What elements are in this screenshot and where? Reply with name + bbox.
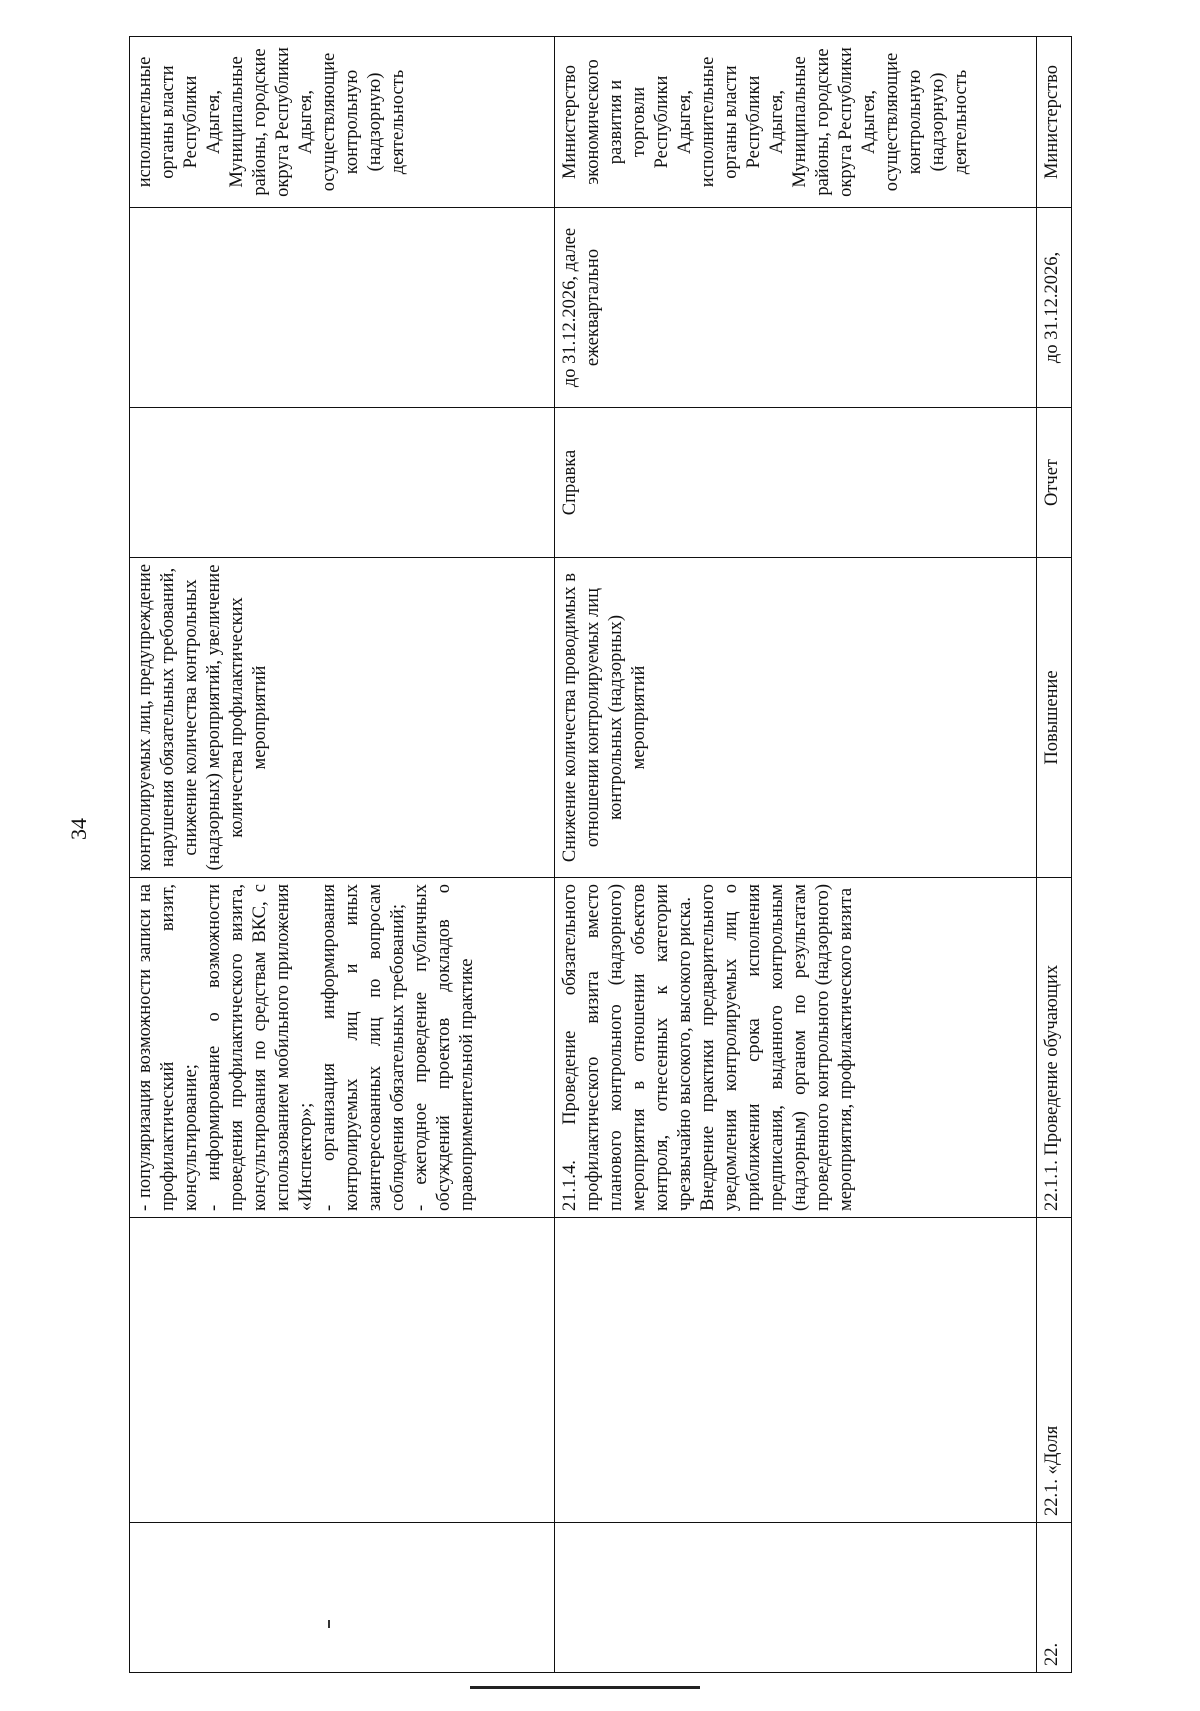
cell-measures: 21.1.4. Проведение обязательного профилактического визита вместо планового контрольного (надзорного) мероприятия в отношении объектов контроля, отнесенных к категории чрезвычайно высокого, высокого риска. Внедрение практики предварительного уведомления контролируемых лиц о приближении срока исполнения предписания, выданного контрольным (надзорным) органом по результатам проведенного контрольного (надзорного) мероприятия, профилактического визита	[555, 878, 1037, 1218]
rotated-table	[129, 37, 1071, 1673]
cell-deadline: до 31.12.2026, далее ежеквартально	[555, 208, 1037, 408]
cell-document: Отчет	[1037, 408, 1072, 558]
table-row	[1037, 37, 1072, 1673]
cell-number	[555, 1523, 1037, 1673]
cell-document: Справка	[555, 408, 1037, 558]
cell-deadline: до 31.12.2026,	[1037, 208, 1072, 408]
cell-indicator	[555, 1218, 1037, 1523]
cell-responsible: исполнительные органы власти Республики Адыгея, Муниципальные районы, городские округа Республики Адыгея, осуществляющие контрольную (надзорную) деятельность	[130, 37, 555, 208]
table-row	[130, 37, 555, 1673]
cell-document	[130, 408, 555, 558]
cell-responsible: Министерство экономического развития и торговли Республики Адыгея, исполнительные органы власти Республики Адыгея, Муниципальные районы, городские округа Республики Адыгея, осуществляющие контрольную (надзорную) деятельность	[555, 37, 1037, 208]
cell-result: Повышение	[1037, 558, 1072, 878]
cell-deadline	[130, 208, 555, 408]
cell-indicator	[130, 1218, 555, 1523]
cell-indicator: 22.1. «Доля	[1037, 1218, 1072, 1523]
table-row	[555, 37, 1037, 1673]
cell-measures: - популяризация возможности записи на профилактический визит, консультирование; - информирование о возможности проведения профилактического визита, консультирования по средствам ВКС, с использованием мобильного приложения «Инспектор»; - организация информирования контролируемых лиц и иных заинтересованных лиц по вопросам соблюдения обязательных требований; - ежегодное проведение публичных обсуждений проектов докладов о правоприменительной практике	[130, 878, 555, 1218]
cell-number	[130, 1523, 555, 1673]
cell-measures: 22.1.1. Проведение обучающих	[1037, 878, 1072, 1218]
page-number: 34	[66, 818, 91, 840]
cell-responsible: Министерство	[1037, 37, 1072, 208]
cell-number: 22.	[1037, 1523, 1072, 1673]
cell-result: контролируемых лиц, предупреждение нарушения обязательных требований, снижение количества контрольных (надзорных) мероприятий, увеличение количества профилактических мероприятий	[130, 558, 555, 878]
footer-rule	[470, 1686, 700, 1689]
cell-result: Снижение количества проводимых в отношении контролируемых лиц контрольных (надзорных) мероприятий	[555, 558, 1037, 878]
scan-mark	[328, 1620, 330, 1628]
measures-table	[129, 36, 1072, 1673]
